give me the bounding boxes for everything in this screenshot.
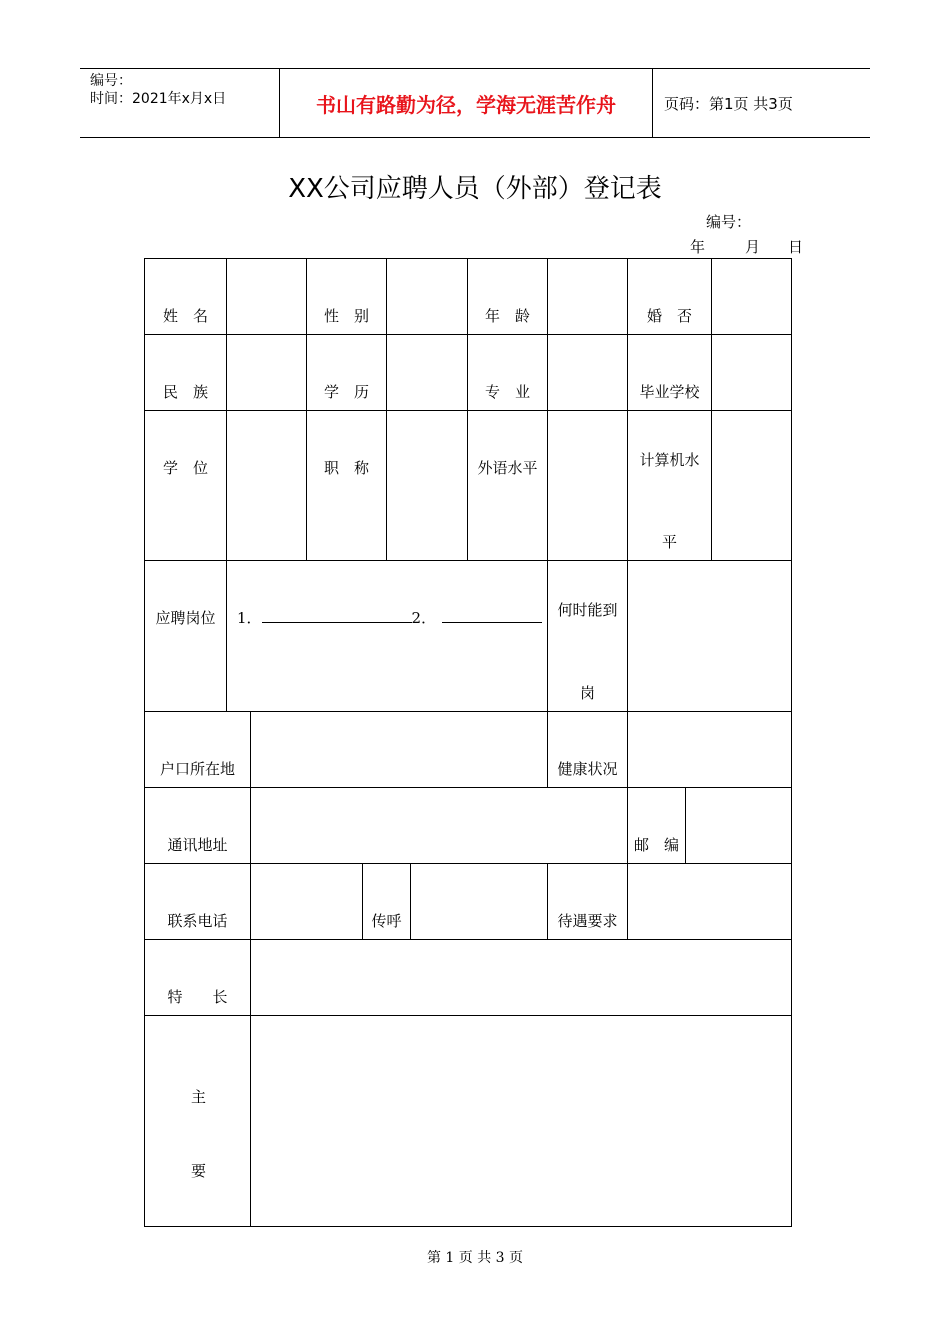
- input-main-experience[interactable]: [251, 1016, 791, 1226]
- label-title: 职 称: [307, 411, 387, 561]
- input-gender[interactable]: [387, 259, 468, 335]
- date-year: 年: [690, 238, 706, 256]
- label-start-line1: 何时能到: [557, 601, 618, 619]
- label-major: 专 业: [468, 335, 548, 411]
- input-age[interactable]: [548, 259, 628, 335]
- label-health: 健康状况: [548, 712, 628, 788]
- label-salary: 待遇要求: [548, 864, 628, 940]
- label-position: 应聘岗位: [145, 561, 227, 712]
- header-meta: [80, 69, 280, 137]
- label-hukou: 户口所在地: [145, 712, 251, 788]
- input-start-date[interactable]: [628, 561, 791, 712]
- label-marital: 婚 否: [628, 259, 712, 335]
- header-time-label: 时间：2021年x月x日: [90, 91, 227, 107]
- page-footer: 第 1 页 共 3 页: [426, 1250, 524, 1266]
- label-start-date: [548, 561, 628, 712]
- label-ethnicity: 民 族: [145, 335, 227, 411]
- position-options: [227, 561, 548, 712]
- label-pager: 传呼: [363, 864, 411, 940]
- label-age: 年 龄: [468, 259, 548, 335]
- input-address[interactable]: [251, 788, 628, 864]
- label-name: 姓 名: [145, 259, 227, 335]
- label-computer-line1: 计算机水: [639, 451, 700, 469]
- input-school[interactable]: [712, 335, 791, 411]
- label-degree: 学 位: [145, 411, 227, 561]
- input-computer[interactable]: [712, 411, 791, 561]
- input-name[interactable]: [227, 259, 307, 335]
- input-phone[interactable]: [251, 864, 363, 940]
- position-choice-1-input[interactable]: [262, 608, 412, 623]
- label-main-char1: 主: [191, 1088, 207, 1106]
- page-header: [80, 68, 870, 138]
- label-education: 学 历: [307, 335, 387, 411]
- label-computer: [628, 411, 712, 561]
- input-pager[interactable]: [411, 864, 548, 940]
- form-title: XX公司应聘人员（外部）登记表: [288, 174, 662, 204]
- input-marital[interactable]: [712, 259, 791, 335]
- input-health[interactable]: [628, 712, 791, 788]
- date-month: 月: [745, 238, 761, 256]
- label-language: 外语水平: [468, 411, 548, 561]
- label-start-line2: 岗: [579, 684, 595, 702]
- serial-label: 编号：: [706, 213, 752, 231]
- label-gender: 性 别: [307, 259, 387, 335]
- input-hukou[interactable]: [251, 712, 548, 788]
- input-title[interactable]: [387, 411, 468, 561]
- label-computer-line2: 平: [661, 533, 677, 551]
- label-school: 毕业学校: [628, 335, 712, 411]
- position-choice-2-label: 2．: [411, 609, 437, 627]
- date-field: [690, 236, 803, 257]
- input-major[interactable]: [548, 335, 628, 411]
- label-main-char2: 要: [191, 1162, 207, 1180]
- registration-form: [144, 258, 792, 1227]
- input-ethnicity[interactable]: [227, 335, 307, 411]
- label-main-experience: [145, 1016, 251, 1226]
- header-number-label: 编号：: [90, 73, 132, 89]
- input-education[interactable]: [387, 335, 468, 411]
- date-day: 日: [788, 238, 804, 256]
- label-address: 通讯地址: [145, 788, 251, 864]
- input-salary[interactable]: [628, 864, 791, 940]
- input-language[interactable]: [548, 411, 628, 561]
- position-choice-1-label: 1．: [237, 609, 262, 627]
- label-specialty: 特 长: [145, 940, 251, 1016]
- position-choice-2-input[interactable]: [442, 608, 542, 623]
- label-postcode: 邮 编: [628, 788, 686, 864]
- header-page-info: 页码：第1页 共3页: [664, 94, 793, 113]
- header-slogan: 书山有路勤为径，学海无涯苦作舟: [280, 69, 653, 137]
- input-specialty[interactable]: [251, 940, 791, 1016]
- label-phone: 联系电话: [145, 864, 251, 940]
- input-postcode[interactable]: [686, 788, 791, 864]
- input-degree[interactable]: [227, 411, 307, 561]
